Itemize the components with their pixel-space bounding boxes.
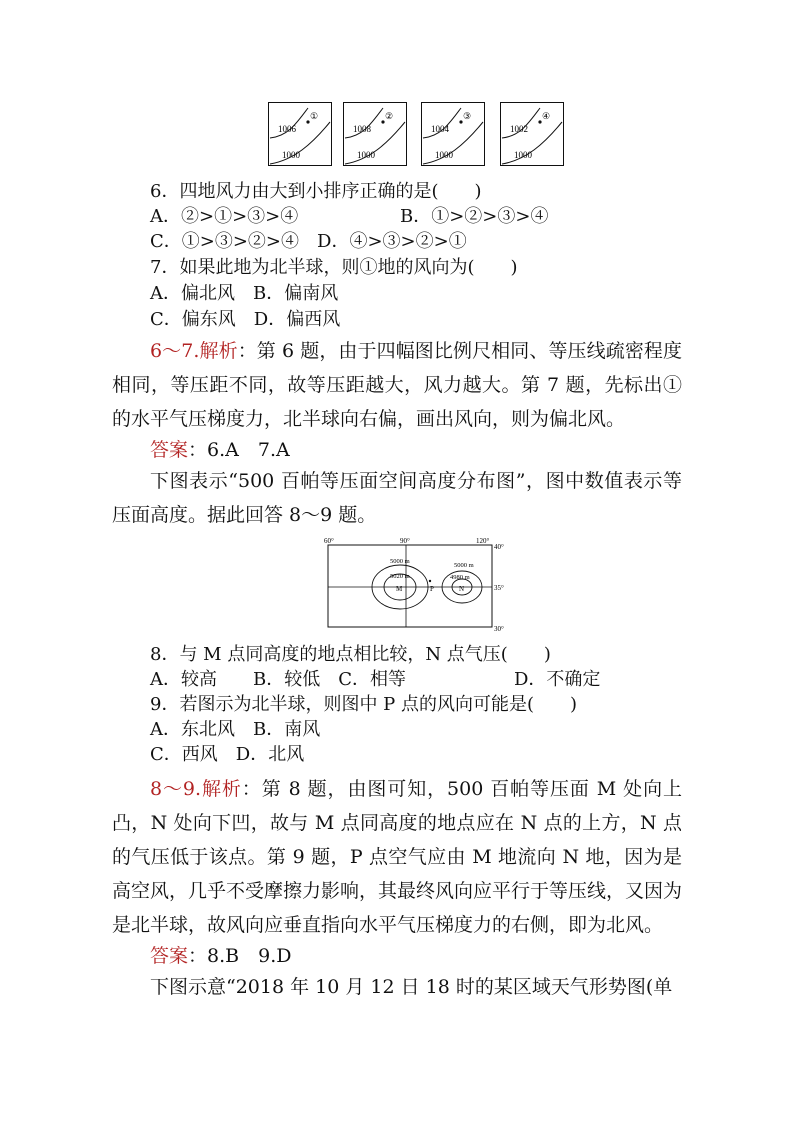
q6-option-a: A．②>①>③>④ — [150, 206, 299, 227]
q9-stem: 9．若图示为北半球，则图中 P 点的风向可能是( ) — [150, 694, 578, 715]
point-label: ③ — [463, 111, 472, 121]
n-outer-contour-label: 5000 m — [454, 562, 474, 569]
explanation-8-9 — [112, 772, 682, 942]
q9-options-ab: A．东北风 B．南风 — [150, 719, 321, 740]
answer-text: ：8.B 9.D — [188, 945, 292, 967]
isobaric-height-map — [320, 535, 510, 635]
q9-options-cd: C．西风 D．北风 — [150, 744, 305, 765]
lower-isobar-label: 1000 — [435, 150, 453, 160]
lat-30-label: 30° — [494, 625, 504, 633]
q8-stem: 8．与 M 点同高度的地点相比较，N 点气压( ) — [150, 644, 551, 665]
q6-options-cd: C．①>③>②>④ D．④>③>②>① — [150, 231, 467, 252]
lower-isobar-label: 1000 — [282, 150, 300, 160]
q8-option-d: D．不确定 — [514, 669, 601, 690]
q8-options-abc: A．较高 B．较低 C．相等 — [150, 669, 406, 690]
lon-60-label: 60° — [324, 537, 334, 545]
answer-8-9 — [150, 942, 291, 970]
m-inner-contour-label: 5020 m — [390, 573, 410, 580]
point-label: ① — [310, 111, 319, 121]
point-label: ② — [385, 111, 394, 121]
answer-6-7 — [150, 436, 290, 464]
m-outer-contour-label: 5000 m — [390, 558, 410, 565]
m-label: M — [396, 585, 403, 593]
upper-isobar-label: 1006 — [278, 124, 296, 134]
n-label: N — [459, 585, 465, 593]
explanation-text: ：第 6 题，由于四幅图比例尺相同、等压线疏密程度相同，等压距不同，故等压距越大，风力越大。第 7 题，先标出①的水平气压梯度力，北半球向右偏，画出风向，则为偏北风。 — [112, 340, 682, 430]
q7-stem: 7．如果此地为北半球，则①地的风向为( ) — [150, 257, 518, 278]
answer-text: ：6.A 7.A — [188, 439, 290, 461]
lat-35-label: 35° — [494, 584, 504, 592]
intro-8-9: 下图表示“500 百帕等压面空间高度分布图”，图中数值表示等压面高度。据此回答 8～9 题。 — [112, 470, 682, 526]
q6-option-b: B．①>②>③>④ — [400, 206, 549, 227]
upper-isobar-label: 1008 — [353, 124, 371, 134]
q7-options-ab: A．偏北风 B．偏南风 — [150, 283, 339, 304]
isobar-box-2 — [343, 102, 407, 166]
lower-isobar-label: 1000 — [514, 150, 532, 160]
explanation-6-7 — [112, 334, 682, 436]
answer-label: 答案 — [150, 945, 189, 967]
lower-isobar-label: 1000 — [357, 150, 375, 160]
explanation-label: 6～7.解析 — [150, 340, 238, 362]
upper-isobar-label: 1002 — [510, 124, 528, 134]
point-label: ④ — [542, 111, 551, 121]
lat-40-label: 40° — [494, 543, 504, 551]
q6-stem: 6．四地风力由大到小排序正确的是( ) — [150, 181, 482, 202]
isobar-box-1 — [268, 102, 332, 166]
q7-options-cd: C．偏东风 D．偏西风 — [150, 309, 341, 330]
isobar-box-4 — [500, 102, 564, 166]
n-inner-contour-label: 4980 m — [450, 574, 470, 581]
lon-120-label: 120° — [476, 537, 490, 545]
explanation-text: ：第 8 题，由图可知，500 百帕等压面 M 处向上凸，N 处向下凹，故与 M 点同高度的地点应在 N 点的上方，N 点的气压低于该点。第 9 题，P 点空气应由 M 地流向 N 地，因为是高空风，几乎不受摩擦力影响，其最终风向应平行于等压线，又因为是北半球，故风向应垂直指向水平气压梯度力的右侧，即为北风。 — [112, 778, 683, 936]
answer-label: 答案 — [150, 439, 189, 461]
isobar-box-3 — [421, 102, 485, 166]
lon-90-label: 90° — [400, 537, 410, 545]
intro-next: 下图示意“2018 年 10 月 12 日 18 时的某区域天气形势图(单 — [150, 976, 673, 998]
upper-isobar-label: 1004 — [431, 124, 449, 134]
explanation-label: 8～9.解析 — [150, 778, 242, 800]
p-label: P — [430, 585, 434, 593]
